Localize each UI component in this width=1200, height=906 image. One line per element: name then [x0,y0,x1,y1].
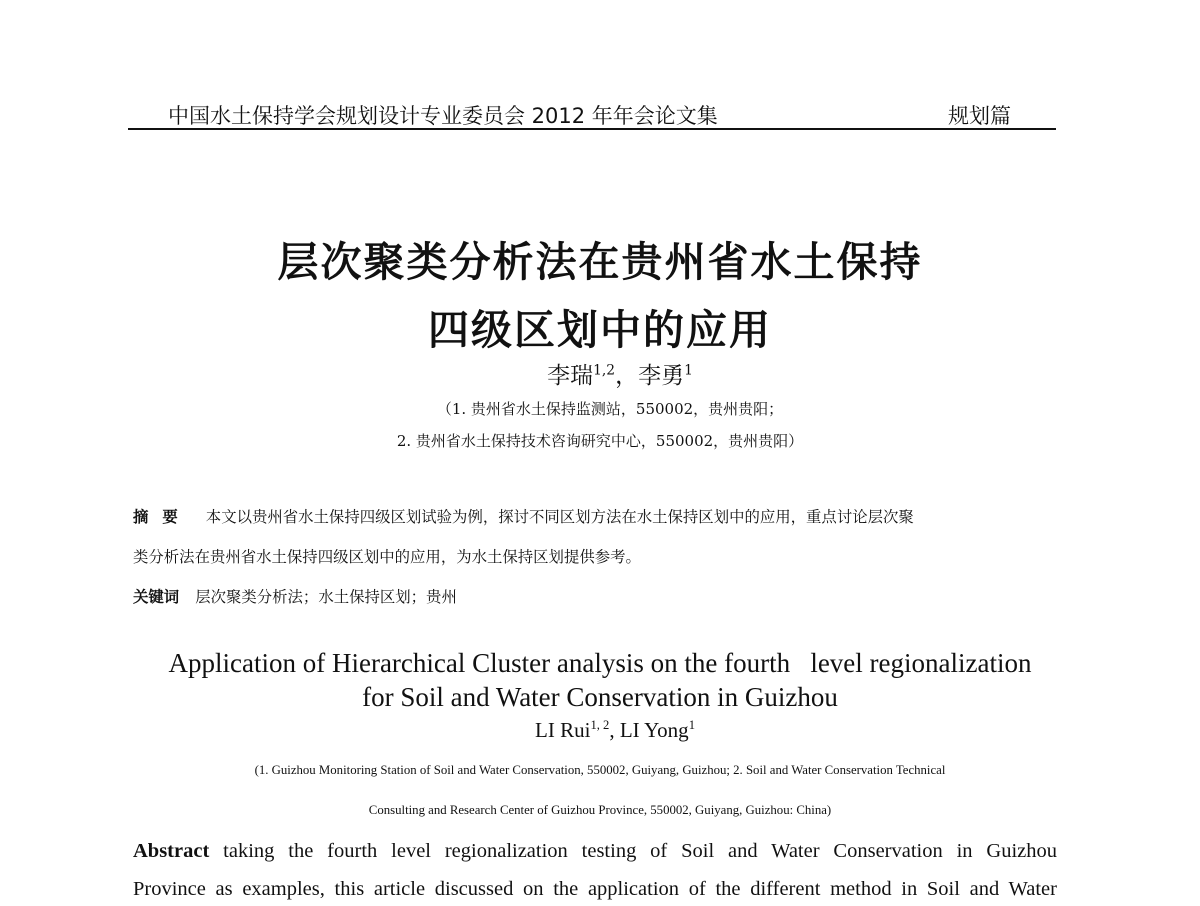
cn-author-2-affil: 1 [684,362,693,379]
en-abstract-text-1: taking the fourth level regionalization testing of Soil and Water Conservation in Guizhou [223,840,1057,862]
running-header-journal: 中国水土保持学会规划设计专业委员会 2012 年年会论文集 [168,104,718,128]
en-author-separator: , [609,718,620,742]
cn-author-1: 李瑞 [547,363,594,389]
cn-author-2: 李勇 [638,363,685,389]
en-abstract-label: Abstract [133,840,210,862]
en-author-2-affil: 1 [688,718,695,732]
cn-abstract-label: 摘要 [133,508,192,526]
en-affiliation-line-2: Consulting and Research Center of Guizhou Province, 550002, Guiyang, Guizhou: China) [368,803,832,817]
en-abstract-line-2: Province as examples, this article discussed on the application of the different method in Soil and Water [133,878,1057,900]
cn-author-1-affil: 1,2 [593,362,616,379]
cn-affiliation-line-2: 2. 贵州省水土保持技术咨询研究中心，550002，贵州贵阳） [396,432,804,450]
cn-keywords-line [133,585,457,607]
cn-title-line-2: 四级区划中的应用 [428,306,772,354]
en-authors [0,718,1200,743]
en-affiliation-line-1: (1. Guizhou Monitoring Station of Soil and Water Conservation, 550002, Guiyang, Guizhou; 2. Soil and Water Conservation Technical [254,763,946,777]
cn-affiliation-line-1: （1. 贵州省水土保持监测站，550002，贵州贵阳； [436,400,784,418]
en-author-1: LI Rui [535,718,591,742]
cn-abstract-line-2: 类分析法在贵州省水土保持四级区划中的应用，为水土保持区划提供参考。 [133,548,641,566]
cn-author-separator: ， [615,363,639,389]
en-title-line-1: Application of Hierarchical Cluster analysis on the fourth level regionalization [168,648,1032,678]
cn-abstract-text-1: 本文以贵州省水土保持四级区划试验为例，探讨不同区划方法在水土保持区划中的应用，重点讨论层次聚 [205,508,914,526]
cn-keywords-text: 层次聚类分析法；水土保持区划；贵州 [195,588,457,606]
running-header-section: 规划篇 [948,104,1011,128]
cn-title-line-1: 层次聚类分析法在贵州省水土保持 [277,238,923,286]
en-author-2: LI Yong [619,718,689,742]
cn-abstract-line-1 [133,505,914,527]
en-author-1-affil: 1, 2 [590,718,610,732]
cn-keywords-label: 关键词 [133,588,180,606]
header-rule [128,128,1056,130]
en-title-line-2: for Soil and Water Conservation in Guizhou [362,682,838,712]
en-abstract-line-1 [133,840,1057,863]
cn-authors [0,357,1200,390]
